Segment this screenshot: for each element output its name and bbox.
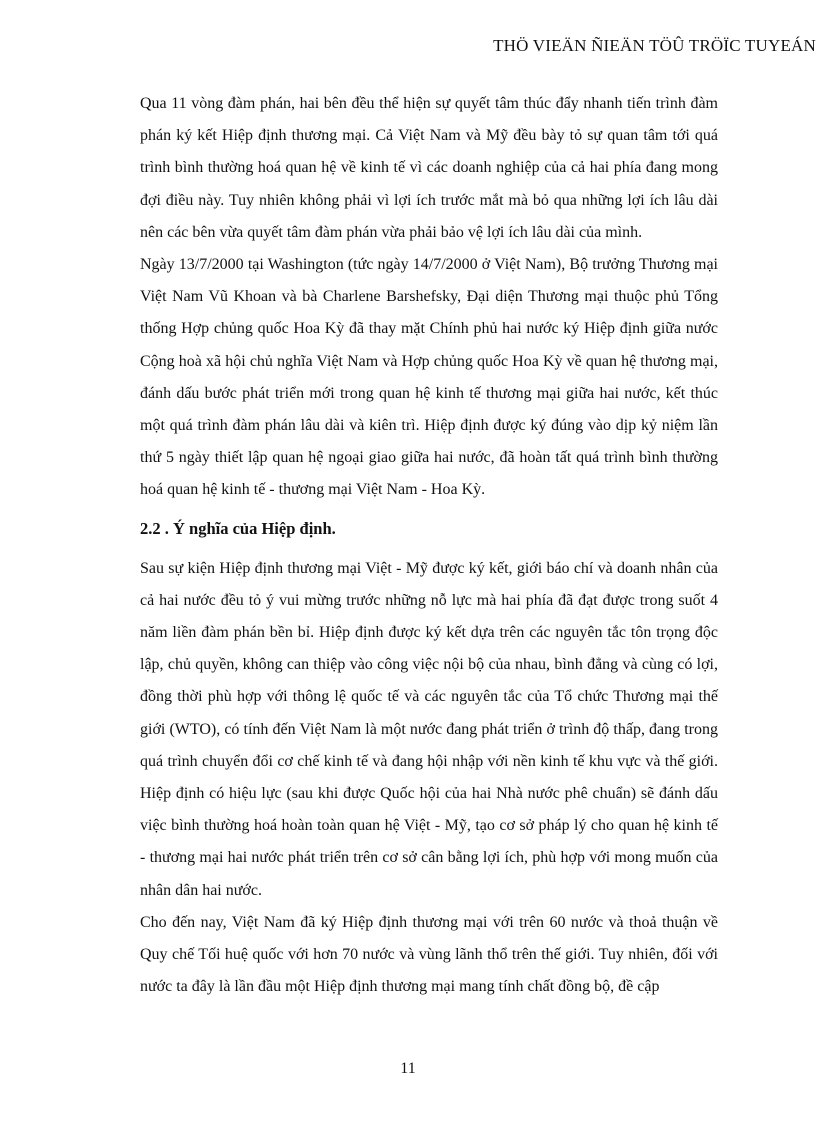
paragraph-trade-agreements: Cho đến nay, Việt Nam đã ký Hiệp định thương mại với trên 60 nước và thoả thuận về Quy chế Tối huệ quốc với hơn 70 nước và vùng lãnh thổ trên thế giới. Tuy nhiên, đối với nước ta đây là lần đầu một Hiệp định thương mại mang tính chất đồng bộ, đề cập (140, 913, 718, 996)
paragraph-significance: Sau sự kiện Hiệp định thương mại Việt - Mỹ được ký kết, giới báo chí và doanh nhân của cả hai nước đều tỏ ý vui mừng trước những nỗ lực mà hai phía đã đạt được trong suốt 4 năm liền đàm phán bền bỉ. Hiệp định được ký kết dựa trên các nguyên tắc tôn trọng độc lập, chủ quyền, không can thiệp vào công việc nội bộ của nhau, bình đẳng và cùng có lợi, đồng thời phù hợp với thông lệ quốc tế và các nguyên tắc của Tổ chức Thương mại thế giới (WTO), có tính đến Việt Nam là một nước đang phát triển ở trình độ thấp, đang trong quá trình chuyển đổi cơ chế kinh tế và đang hội nhập với nền kinh tế khu vực và thế giới. Hiệp định có hiệu lực (sau khi được Quốc hội của hai Nhà nước phê chuẩn) sẽ đánh dấu việc bình thường hoá hoàn toàn quan hệ Việt - Mỹ, tạo cơ sở pháp lý cho quan hệ kinh tế - thương mại hai nước phát triển trên cơ sở cân bằng lợi ích, phù hợp với mong muốn của nhân dân hai nước. (140, 559, 718, 899)
document-body (140, 88, 718, 1003)
section-heading: 2.2 . Ý nghĩa của Hiệp định. (140, 518, 336, 538)
page-number: 11 (400, 1060, 416, 1077)
running-header: THÖ VIEÄN ÑIEÄN TÖÛ TRÖÏC TUYEÁN (493, 36, 816, 55)
paragraph-negotiation-rounds: Qua 11 vòng đàm phán, hai bên đều thể hiện sự quyết tâm thúc đẩy nhanh tiến trình đàm phán ký kết Hiệp định thương mại. Cả Việt Nam và Mỹ đều bày tỏ sự quan tâm tới quá trình bình thường hoá quan hệ về kinh tế vì các doanh nghiệp của cả hai phía đang mong đợi điều này. Tuy nhiên không phải vì lợi ích trước mắt mà bỏ qua những lợi ích lâu dài nên các bên vừa quyết tâm đàm phán vừa phải bảo vệ lợi ích lâu dài của mình. (140, 95, 718, 241)
paragraph-agreement-signing: Ngày 13/7/2000 tại Washington (tức ngày 14/7/2000 ở Việt Nam), Bộ trưởng Thương mại Việt Nam Vũ Khoan và bà Charlene Barshefsky, Đại diện Thương mại thuộc phủ Tổng thống Hợp chủng quốc Hoa Kỳ đã thay mặt Chính phủ hai nước ký Hiệp định giữa nước Cộng hoà xã hội chủ nghĩa Việt Nam và Hợp chủng quốc Hoa Kỳ về quan hệ thương mại, đánh dấu bước phát triển mới trong quan hệ kinh tế thương mại giữa hai nước, kết thúc một quá trình đàm phán lâu dài và kiên trì. Hiệp định được ký đúng vào dịp kỷ niệm lần thứ 5 ngày thiết lập quan hệ ngoại giao giữa hai nước, đã hoàn tất quá trình bình thường hoá quan hệ kinh tế - thương mại Việt Nam - Hoa Kỳ. (140, 256, 718, 499)
